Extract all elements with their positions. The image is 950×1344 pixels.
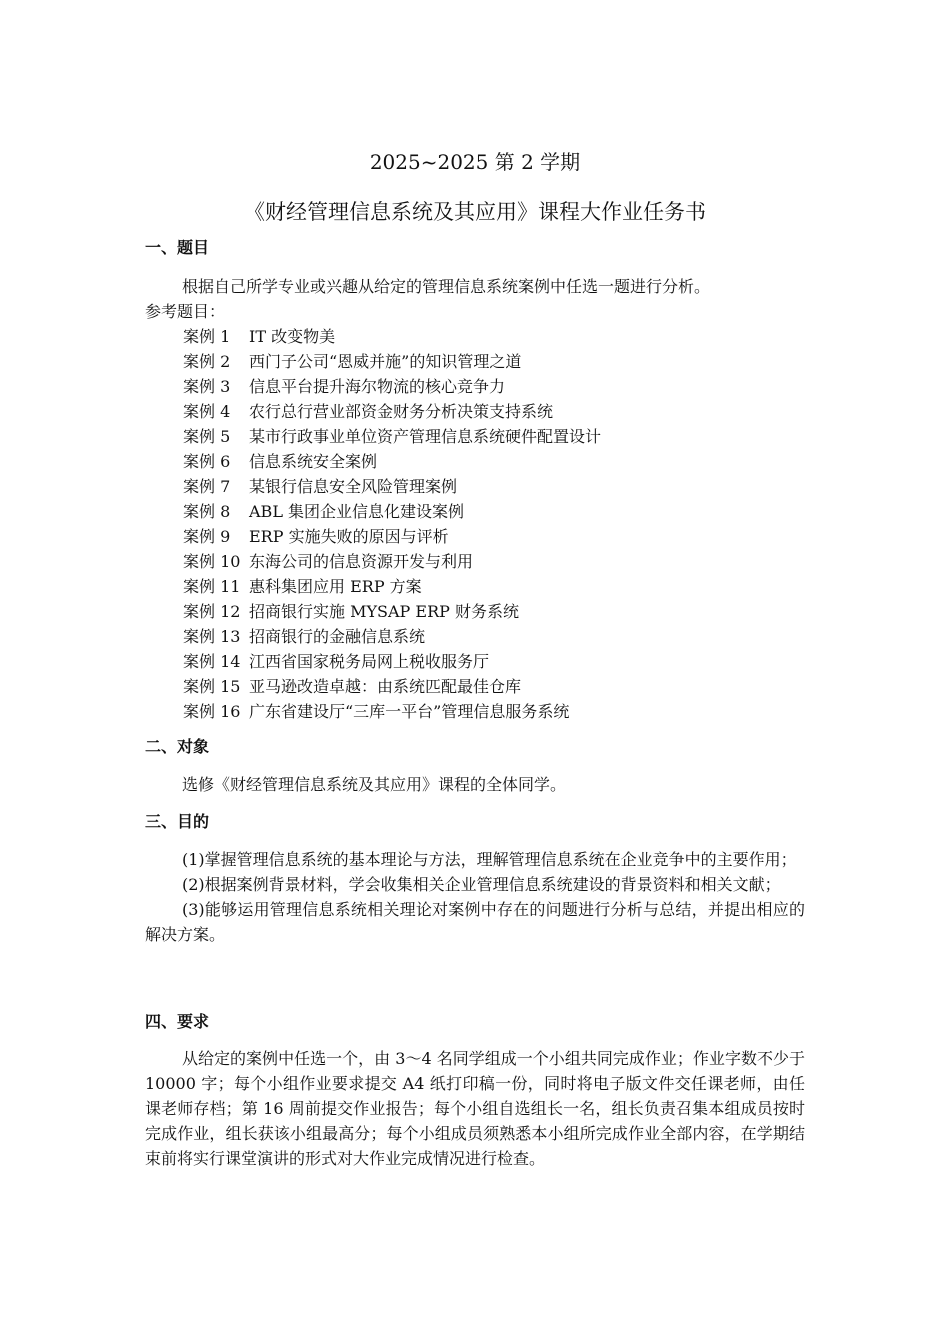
list-item xyxy=(183,424,601,449)
section-heading-requirements: 四、要求 xyxy=(145,1012,210,1031)
list-item xyxy=(183,374,601,399)
case-title: 招商银行实施 MYSAP ERP 财务系统 xyxy=(249,602,519,621)
case-list xyxy=(183,324,601,724)
topic-intro xyxy=(145,274,805,324)
purpose-item: (3)能够运用管理信息系统相关理论对案例中存在的问题进行分析与总结，并提出相应的解决方案。 xyxy=(145,900,805,944)
document-title: 《财经管理信息系统及其应用》课程大作业任务书 xyxy=(244,200,706,224)
section-heading-audience: 二、对象 xyxy=(145,737,210,756)
list-item xyxy=(183,349,601,374)
list-item xyxy=(183,324,601,349)
topic-intro-text: 根据自己所学专业或兴趣从给定的管理信息系统案例中任选一题进行分析。 xyxy=(182,277,711,296)
list-item xyxy=(183,399,601,424)
case-number: 案例 4 xyxy=(183,402,231,421)
list-item xyxy=(183,499,601,524)
case-number: 案例 8 xyxy=(183,502,231,521)
case-number: 案例 9 xyxy=(183,527,231,546)
case-number: 案例 6 xyxy=(183,452,231,471)
case-number: 案例 15 xyxy=(183,677,241,696)
case-title: 信息平台提升海尔物流的核心竞争力 xyxy=(249,377,506,396)
case-title: 信息系统安全案例 xyxy=(249,452,378,471)
case-number: 案例 16 xyxy=(183,702,241,721)
case-title: ABL 集团企业信息化建设案例 xyxy=(249,502,465,521)
case-title: 农行总行营业部资金财务分析决策支持系统 xyxy=(249,402,554,421)
reference-label: 参考题目： xyxy=(145,302,226,321)
case-title: 招商银行的金融信息系统 xyxy=(249,627,426,646)
purpose-item: (2)根据案例背景材料，学会收集相关企业管理信息系统建设的背景资料和相关文献； xyxy=(182,875,781,894)
purpose-item: (1)掌握管理信息系统的基本理论与方法，理解管理信息系统在企业竞争中的主要作用； xyxy=(182,850,797,869)
case-title: 某银行信息安全风险管理案例 xyxy=(249,477,458,496)
case-number: 案例 13 xyxy=(183,627,241,646)
case-title: 某市行政事业单位资产管理信息系统硬件配置设计 xyxy=(249,427,602,446)
list-item xyxy=(183,674,601,699)
case-title: ERP 实施失败的原因与评析 xyxy=(249,527,449,546)
list-item xyxy=(183,699,601,724)
case-number: 案例 5 xyxy=(183,427,231,446)
list-item xyxy=(183,474,601,499)
case-number: 案例 3 xyxy=(183,377,231,396)
case-title: 广东省建设厅“三库一平台”管理信息服务系统 xyxy=(249,702,570,721)
list-item xyxy=(183,449,601,474)
case-title: IT 改变物美 xyxy=(249,327,336,346)
case-title: 东海公司的信息资源开发与利用 xyxy=(249,552,474,571)
section-heading-topic: 一、题目 xyxy=(145,238,210,257)
list-item xyxy=(183,524,601,549)
purpose-list xyxy=(145,847,805,947)
list-item xyxy=(183,624,601,649)
section-heading-purpose: 三、目的 xyxy=(145,812,210,831)
list-item xyxy=(183,549,601,574)
case-number: 案例 12 xyxy=(183,602,241,621)
case-number: 案例 10 xyxy=(183,552,241,571)
case-title: 江西省国家税务局网上税收服务厅 xyxy=(249,652,490,671)
list-item xyxy=(183,574,601,599)
case-title: 亚马逊改造卓越：由系统匹配最佳仓库 xyxy=(249,677,522,696)
case-number: 案例 2 xyxy=(183,352,231,371)
case-title: 西门子公司“恩威并施”的知识管理之道 xyxy=(249,352,522,371)
list-item xyxy=(183,649,601,674)
case-number: 案例 11 xyxy=(183,577,241,596)
case-title: 惠科集团应用 ERP 方案 xyxy=(249,577,422,596)
case-number: 案例 7 xyxy=(183,477,231,496)
semester-title: 2025~2025 第 2 学期 xyxy=(369,150,581,174)
case-number: 案例 1 xyxy=(183,327,231,346)
case-number: 案例 14 xyxy=(183,652,241,671)
list-item xyxy=(183,599,601,624)
audience-text: 选修《财经管理信息系统及其应用》课程的全体同学。 xyxy=(182,775,567,794)
requirements-text: 从给定的案例中任选一个，由 3～4 名同学组成一个小组共同完成作业；作业字数不少于 10000 字；每个小组作业要求提交 A4 纸打印稿一份，同时将电子版文件交任课老师，由任课老师存档；第 16 周前提交作业报告；每个小组自选组长一名，组长负责召集本组成员按时完成作业，组长获该小组最高分；每个小组成员须熟悉本小组所完成作业全部内容，在学期结束前将实行课堂演讲的形式对大作业完成情况进行检查。 xyxy=(145,1049,805,1168)
